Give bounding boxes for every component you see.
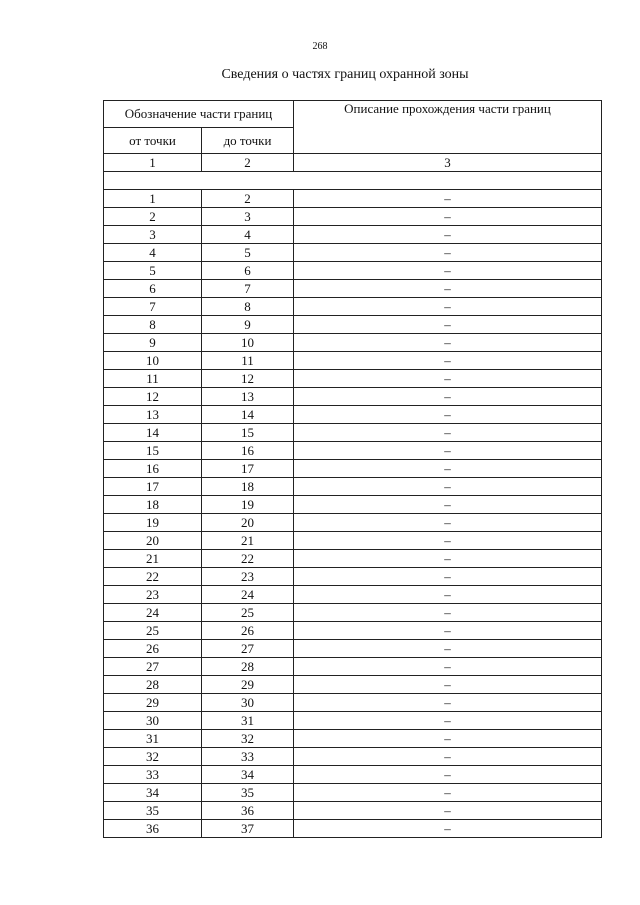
from-point-cell: 13	[104, 406, 202, 424]
from-point-cell: 14	[104, 424, 202, 442]
from-point-cell: 9	[104, 334, 202, 352]
to-point-cell: 19	[202, 496, 294, 514]
to-point-cell: 26	[202, 622, 294, 640]
from-point-cell: 2	[104, 208, 202, 226]
to-point-cell: 32	[202, 730, 294, 748]
table-row	[104, 496, 602, 514]
from-point-cell: 17	[104, 478, 202, 496]
to-point-cell: 2	[202, 190, 294, 208]
description-cell: –	[294, 478, 602, 496]
to-point-cell: 7	[202, 280, 294, 298]
description-cell: –	[294, 802, 602, 820]
description-cell: –	[294, 640, 602, 658]
to-point-cell: 30	[202, 694, 294, 712]
from-point-cell: 16	[104, 460, 202, 478]
table-row	[104, 550, 602, 568]
from-point-cell: 32	[104, 748, 202, 766]
to-point-cell: 18	[202, 478, 294, 496]
description-cell: –	[294, 820, 602, 838]
to-point-cell: 4	[202, 226, 294, 244]
from-point-header: от точки	[104, 128, 202, 154]
from-point-cell: 29	[104, 694, 202, 712]
from-point-cell: 10	[104, 352, 202, 370]
table-row	[104, 280, 602, 298]
table-row	[104, 748, 602, 766]
empty-section-row	[104, 172, 602, 190]
to-point-cell: 16	[202, 442, 294, 460]
to-point-cell: 15	[202, 424, 294, 442]
to-point-cell: 23	[202, 568, 294, 586]
table-body	[104, 190, 602, 838]
table-row	[104, 334, 602, 352]
description-cell: –	[294, 442, 602, 460]
from-point-cell: 36	[104, 820, 202, 838]
description-cell: –	[294, 460, 602, 478]
table-row	[104, 226, 602, 244]
description-cell: –	[294, 280, 602, 298]
page-number: 268	[312, 41, 328, 52]
description-cell: –	[294, 190, 602, 208]
to-point-cell: 22	[202, 550, 294, 568]
table-row	[104, 640, 602, 658]
table-row	[104, 460, 602, 478]
description-cell: –	[294, 658, 602, 676]
to-point-cell: 6	[202, 262, 294, 280]
description-cell: –	[294, 244, 602, 262]
table-row	[104, 784, 602, 802]
description-cell: –	[294, 298, 602, 316]
table-row	[104, 208, 602, 226]
document-title: Сведения о частях границ охранной зоны	[221, 67, 469, 82]
table-row	[104, 262, 602, 280]
table-row	[104, 406, 602, 424]
table-row	[104, 586, 602, 604]
to-point-cell: 13	[202, 388, 294, 406]
description-cell: –	[294, 406, 602, 424]
table-row	[104, 244, 602, 262]
boundary-parts-table	[103, 100, 602, 838]
description-cell: –	[294, 496, 602, 514]
table-row	[104, 604, 602, 622]
table-row	[104, 442, 602, 460]
table-row	[104, 730, 602, 748]
table-row	[104, 658, 602, 676]
description-cell: –	[294, 316, 602, 334]
from-point-cell: 7	[104, 298, 202, 316]
from-point-cell: 20	[104, 532, 202, 550]
table-row	[104, 190, 602, 208]
table-row	[104, 802, 602, 820]
table-row	[104, 514, 602, 532]
from-point-cell: 18	[104, 496, 202, 514]
to-point-cell: 36	[202, 802, 294, 820]
table-row	[104, 676, 602, 694]
from-point-cell: 25	[104, 622, 202, 640]
to-point-cell: 25	[202, 604, 294, 622]
table-row	[104, 712, 602, 730]
from-point-cell: 30	[104, 712, 202, 730]
description-cell: –	[294, 676, 602, 694]
table-row	[104, 388, 602, 406]
table-row	[104, 694, 602, 712]
from-point-cell: 35	[104, 802, 202, 820]
to-point-cell: 14	[202, 406, 294, 424]
description-cell: –	[294, 568, 602, 586]
from-point-cell: 8	[104, 316, 202, 334]
description-cell: –	[294, 748, 602, 766]
column-number-1: 1	[104, 154, 202, 172]
description-cell: –	[294, 586, 602, 604]
to-point-cell: 5	[202, 244, 294, 262]
description-cell: –	[294, 514, 602, 532]
from-point-cell: 12	[104, 388, 202, 406]
table-row	[104, 766, 602, 784]
from-point-cell: 19	[104, 514, 202, 532]
table-row	[104, 370, 602, 388]
description-cell: –	[294, 388, 602, 406]
description-cell: –	[294, 766, 602, 784]
table-row	[104, 622, 602, 640]
from-point-cell: 24	[104, 604, 202, 622]
table-row	[104, 820, 602, 838]
table-row	[104, 352, 602, 370]
from-point-cell: 21	[104, 550, 202, 568]
description-cell: –	[294, 424, 602, 442]
description-cell: –	[294, 784, 602, 802]
from-point-cell: 11	[104, 370, 202, 388]
to-point-cell: 8	[202, 298, 294, 316]
table-row	[104, 532, 602, 550]
table-row	[104, 298, 602, 316]
to-point-cell: 33	[202, 748, 294, 766]
to-point-cell: 12	[202, 370, 294, 388]
table-row	[104, 424, 602, 442]
to-point-cell: 10	[202, 334, 294, 352]
description-cell: –	[294, 694, 602, 712]
to-point-cell: 35	[202, 784, 294, 802]
from-point-cell: 23	[104, 586, 202, 604]
description-cell: –	[294, 532, 602, 550]
from-point-cell: 1	[104, 190, 202, 208]
to-point-header: до точки	[202, 128, 294, 154]
from-point-cell: 31	[104, 730, 202, 748]
description-cell: –	[294, 370, 602, 388]
from-point-cell: 27	[104, 658, 202, 676]
description-cell: –	[294, 226, 602, 244]
to-point-cell: 24	[202, 586, 294, 604]
from-point-cell: 15	[104, 442, 202, 460]
to-point-cell: 29	[202, 676, 294, 694]
description-cell: –	[294, 730, 602, 748]
description-cell: –	[294, 604, 602, 622]
from-point-cell: 33	[104, 766, 202, 784]
table-row	[104, 316, 602, 334]
to-point-cell: 17	[202, 460, 294, 478]
to-point-cell: 31	[202, 712, 294, 730]
to-point-cell: 9	[202, 316, 294, 334]
table-row	[104, 568, 602, 586]
column-number-2: 2	[202, 154, 294, 172]
from-point-cell: 22	[104, 568, 202, 586]
description-cell: –	[294, 712, 602, 730]
description-cell: –	[294, 622, 602, 640]
from-point-cell: 4	[104, 244, 202, 262]
to-point-cell: 28	[202, 658, 294, 676]
from-point-cell: 6	[104, 280, 202, 298]
to-point-cell: 21	[202, 532, 294, 550]
to-point-cell: 37	[202, 820, 294, 838]
from-point-cell: 26	[104, 640, 202, 658]
designation-header: Обозначение части границ	[104, 101, 294, 128]
to-point-cell: 20	[202, 514, 294, 532]
description-cell: –	[294, 208, 602, 226]
description-cell: –	[294, 352, 602, 370]
to-point-cell: 3	[202, 208, 294, 226]
from-point-cell: 3	[104, 226, 202, 244]
from-point-cell: 28	[104, 676, 202, 694]
to-point-cell: 11	[202, 352, 294, 370]
to-point-cell: 34	[202, 766, 294, 784]
description-cell: –	[294, 550, 602, 568]
to-point-cell: 27	[202, 640, 294, 658]
column-number-3: 3	[294, 154, 602, 172]
description-header: Описание прохождения части границ	[294, 101, 602, 154]
from-point-cell: 34	[104, 784, 202, 802]
description-cell: –	[294, 262, 602, 280]
description-cell: –	[294, 334, 602, 352]
from-point-cell: 5	[104, 262, 202, 280]
table-row	[104, 478, 602, 496]
